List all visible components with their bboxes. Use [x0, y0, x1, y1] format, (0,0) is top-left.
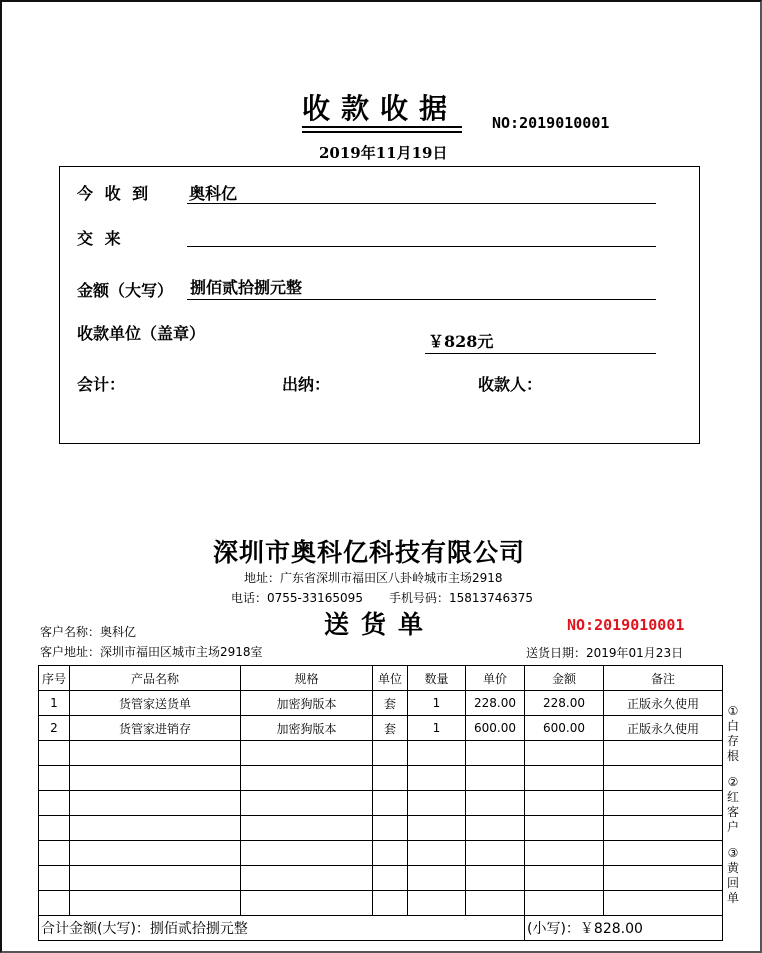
total-words: 合计金额(大写)：捌佰贰拾捌元整 [39, 916, 525, 941]
table-cell [373, 741, 408, 766]
table-row [39, 891, 723, 916]
company-address: 地址：广东省深圳市福田区八卦岭城市主场2918 [244, 571, 503, 585]
table-cell [373, 841, 408, 866]
table-cell [604, 816, 723, 841]
table-cell [466, 866, 525, 891]
table-cell [525, 816, 604, 841]
table-cell [39, 766, 70, 791]
table-cell [241, 766, 373, 791]
table-cell [466, 766, 525, 791]
table-cell [70, 766, 241, 791]
table-cell [466, 841, 525, 866]
table-cell [408, 791, 466, 816]
header-note: 备注 [604, 666, 723, 691]
table-cell [408, 866, 466, 891]
copy-label-red: ②红客户 [726, 775, 739, 834]
receipt-number: NO:2019010001 [492, 114, 610, 132]
table-cell [525, 841, 604, 866]
table-cell [241, 741, 373, 766]
table-cell: 货管家进销存 [70, 716, 241, 741]
header-amount: 金额 [525, 666, 604, 691]
receipt-title-underline [302, 126, 462, 133]
customer-address: 客户地址：深圳市福田区城市主场2918室 [40, 645, 263, 659]
table-cell [241, 791, 373, 816]
company-mobile: 手机号码：15813746375 [389, 591, 533, 605]
customer-name: 客户名称：奥科亿 [40, 625, 137, 639]
table-row [39, 691, 723, 716]
table-row [39, 841, 723, 866]
amount-figure-line [425, 353, 656, 354]
table-cell [525, 741, 604, 766]
table-cell [373, 891, 408, 916]
header-unit-price: 单价 [466, 666, 525, 691]
table-cell [70, 841, 241, 866]
table-cell [241, 891, 373, 916]
table-cell [466, 891, 525, 916]
received-from-value: 奥科亿 [189, 184, 238, 203]
table-cell [604, 741, 723, 766]
table-row [39, 741, 723, 766]
table-cell [466, 741, 525, 766]
amount-words-label: 金额（大写） [77, 281, 174, 300]
table-cell: 正版永久使用 [604, 691, 723, 716]
table-cell [241, 866, 373, 891]
copy-label-yellow: ③黄回单 [726, 846, 739, 905]
table-cell: 套 [373, 716, 408, 741]
table-cell [466, 816, 525, 841]
table-cell [408, 766, 466, 791]
cashier-label: 出纳： [282, 375, 331, 394]
table-cell: 1 [39, 691, 70, 716]
table-cell: 600.00 [466, 716, 525, 741]
table-row [39, 716, 723, 741]
payee-label: 收款单位（盖章） [77, 324, 206, 343]
table-cell [70, 791, 241, 816]
table-cell: 600.00 [525, 716, 604, 741]
received-from-label: 今 收 到 [77, 184, 152, 203]
table-cell [466, 791, 525, 816]
delivery-date: 送货日期：2019年01月23日 [526, 646, 684, 660]
table-cell [39, 866, 70, 891]
table-cell [39, 816, 70, 841]
receipt-title: 收款收据 [302, 92, 459, 125]
accountant-label: 会计： [77, 375, 126, 394]
receipt-date: 2019年11月19日 [319, 144, 448, 162]
table-cell [525, 791, 604, 816]
table-cell [373, 791, 408, 816]
received-from-line [187, 203, 656, 204]
header-unit: 单位 [373, 666, 408, 691]
header-quantity: 数量 [408, 666, 466, 691]
table-cell [39, 741, 70, 766]
table-cell [525, 891, 604, 916]
receipt-box [59, 166, 700, 444]
header-index: 序号 [39, 666, 70, 691]
header-product: 产品名称 [70, 666, 241, 691]
table-cell [70, 741, 241, 766]
table-header-row [39, 666, 723, 691]
table-cell: 加密狗版本 [241, 691, 373, 716]
table-cell [408, 891, 466, 916]
table-cell: 228.00 [525, 691, 604, 716]
company-name: 深圳市奥科亿科技有限公司 [213, 538, 526, 567]
table-row [39, 866, 723, 891]
table-cell [373, 816, 408, 841]
table-cell: 货管家送货单 [70, 691, 241, 716]
table-cell [373, 766, 408, 791]
table-cell: 套 [373, 691, 408, 716]
table-cell [604, 791, 723, 816]
table-cell [408, 841, 466, 866]
table-row [39, 791, 723, 816]
table-cell: 加密狗版本 [241, 716, 373, 741]
total-figure: (小写)：￥828.00 [525, 916, 723, 941]
total-row [39, 916, 723, 941]
table-cell [70, 866, 241, 891]
receiver-label: 收款人： [478, 375, 543, 394]
table-cell: 正版永久使用 [604, 716, 723, 741]
table-cell [241, 816, 373, 841]
copy-label-white: ①白存根 [726, 704, 739, 763]
table-cell [39, 891, 70, 916]
table-cell [373, 866, 408, 891]
table-cell [604, 841, 723, 866]
company-phone: 电话：0755-33165095 [231, 591, 363, 605]
table-cell [39, 791, 70, 816]
header-spec: 规格 [241, 666, 373, 691]
table-cell [525, 766, 604, 791]
delivery-note-number: NO:2019010001 [567, 616, 685, 634]
table-cell [241, 841, 373, 866]
table-cell [525, 866, 604, 891]
table-row [39, 766, 723, 791]
table-cell: 1 [408, 716, 466, 741]
table-cell [408, 741, 466, 766]
table-cell: 2 [39, 716, 70, 741]
delivery-note-title: 送货单 [324, 610, 436, 639]
paid-for-line [187, 246, 656, 247]
table-cell [70, 816, 241, 841]
delivery-table [38, 665, 723, 941]
amount-figure-value: ￥828元 [428, 332, 494, 351]
amount-words-value: 捌佰贰拾捌元整 [190, 278, 303, 297]
table-cell [70, 891, 241, 916]
paid-for-label: 交 来 [77, 229, 124, 248]
table-cell [408, 816, 466, 841]
table-row [39, 816, 723, 841]
table-cell [604, 766, 723, 791]
amount-words-line [187, 299, 656, 300]
table-cell [604, 891, 723, 916]
table-cell [39, 841, 70, 866]
table-cell: 228.00 [466, 691, 525, 716]
table-cell: 1 [408, 691, 466, 716]
table-cell [604, 866, 723, 891]
